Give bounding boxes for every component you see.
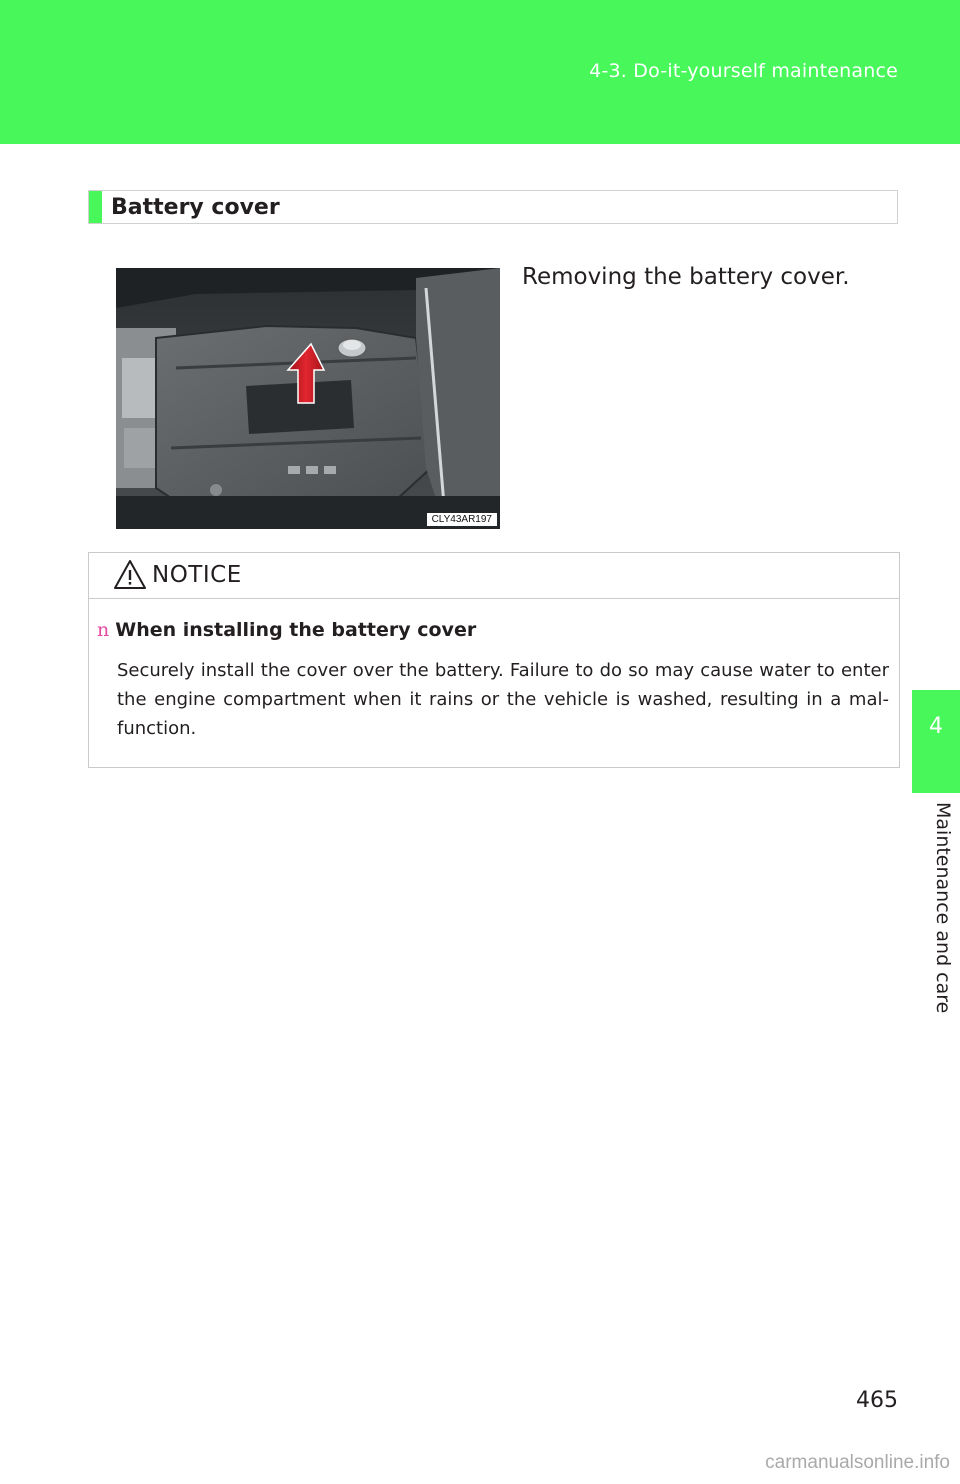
- notice-title: NOTICE: [152, 562, 242, 588]
- bullet-marker: n: [97, 619, 110, 641]
- heading-accent: [89, 191, 102, 223]
- chapter-title: Maintenance and care: [932, 802, 954, 1014]
- page-number: 465: [856, 1388, 898, 1413]
- notice-item-text: Securely install the cover over the battery. Failure to do so may cause water to enter the engine compartment when it rains or the vehicle is washed, resulting in a mal-function.: [117, 660, 889, 739]
- header-band: [0, 0, 960, 144]
- engine-bay-illustration: [116, 268, 500, 529]
- figure-caption: Removing the battery cover.: [522, 264, 850, 290]
- battery-cover-figure: [116, 268, 500, 529]
- chapter-tab: [912, 690, 960, 793]
- chapter-number: 4: [929, 714, 943, 739]
- section-heading: [88, 190, 898, 224]
- figure-code: CLY43AR197: [427, 513, 497, 526]
- heading-text: Battery cover: [111, 195, 280, 220]
- watermark: carmanualsonline.info: [765, 1452, 950, 1473]
- notice-item: [97, 619, 476, 641]
- notice-header: [89, 553, 899, 599]
- notice-item-title: When installing the battery cover: [115, 619, 477, 641]
- notice-box: [88, 552, 900, 768]
- section-title: 4-3. Do-it-yourself maintenance: [589, 60, 898, 82]
- warning-triangle-icon: [113, 559, 147, 591]
